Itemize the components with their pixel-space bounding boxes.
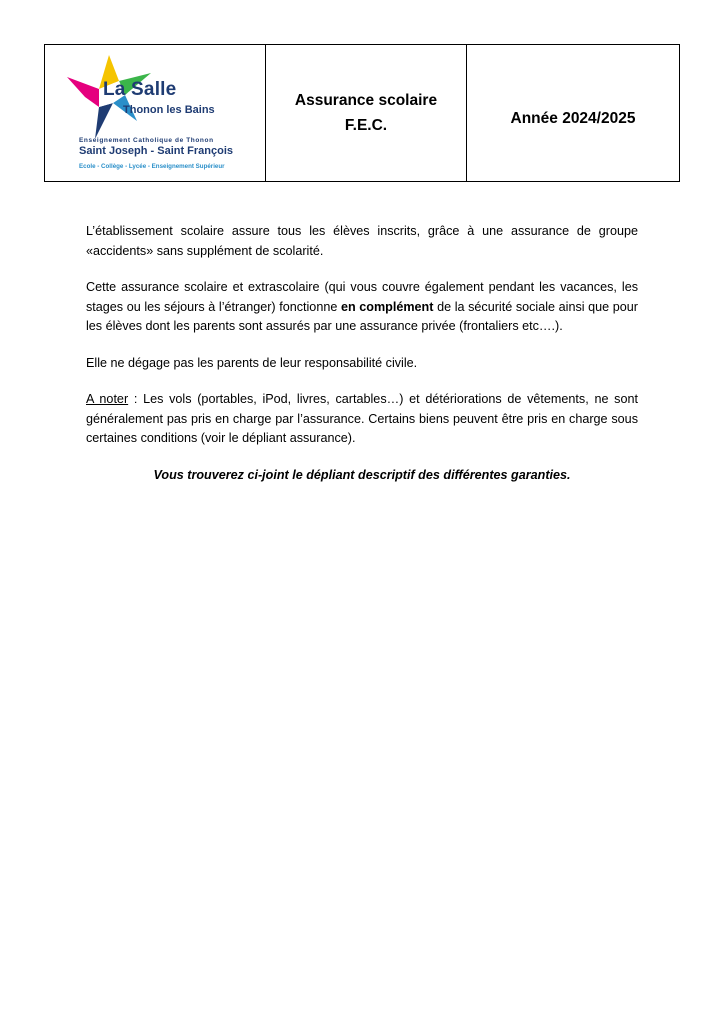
paragraph-complement-end: de la sécurité sociale ainsi que pour les élèves dont les parents sont assurés par une assurance privée (frontaliers etc….). (86, 299, 638, 333)
paragraph-note (86, 390, 638, 449)
school-year: Année 2024/2025 (510, 110, 636, 127)
title-cell (266, 45, 467, 181)
logo-line-2: Saint Joseph - Saint François (79, 145, 234, 157)
note-text: : Les vols (portables, iPod, livres, cartables…) et détériorations de vêtements, ne sont généralement pas pris en charge par l’assurance. Certains biens peuvent être pris en charge sous certaines conditions (voir le dépliant assurance). (86, 392, 638, 445)
title-line-2: F.E.C. (344, 117, 388, 134)
paragraph-complement-bold: en complément (340, 299, 434, 314)
year-cell (467, 45, 679, 181)
title-line-1: Assurance scolaire (294, 92, 438, 109)
document-body (86, 222, 638, 502)
logo-brand-text: La Salle (103, 79, 177, 100)
paragraph-complement (86, 278, 638, 337)
logo-line-3: Ecole - Collège - Lycée - Enseignement Supérieur (79, 163, 225, 170)
logo-cell (45, 45, 266, 181)
paragraph-complement-start: Cette assurance scolaire et extrascolaire (qui vous couvre également pendant les vacances, les stages ou les séjours à l’étranger) fonctionne (86, 280, 638, 314)
closing-statement: Vous trouverez ci-joint le dépliant descriptif des différentes garanties. (153, 467, 571, 482)
logo-line-1: Enseignement Catholique de Thonon (79, 137, 214, 144)
paragraph-liability: Elle ne dégage pas les parents de leur responsabilité civile. (86, 355, 418, 370)
note-label: A noter (86, 392, 129, 406)
header-table (44, 44, 680, 182)
logo-city-text: Thonon les Bains (123, 104, 215, 116)
paragraph-coverage: L’établissement scolaire assure tous les élèves inscrits, grâce à une assurance de groupe «accidents» sans supplément de scolarité. (86, 224, 638, 258)
